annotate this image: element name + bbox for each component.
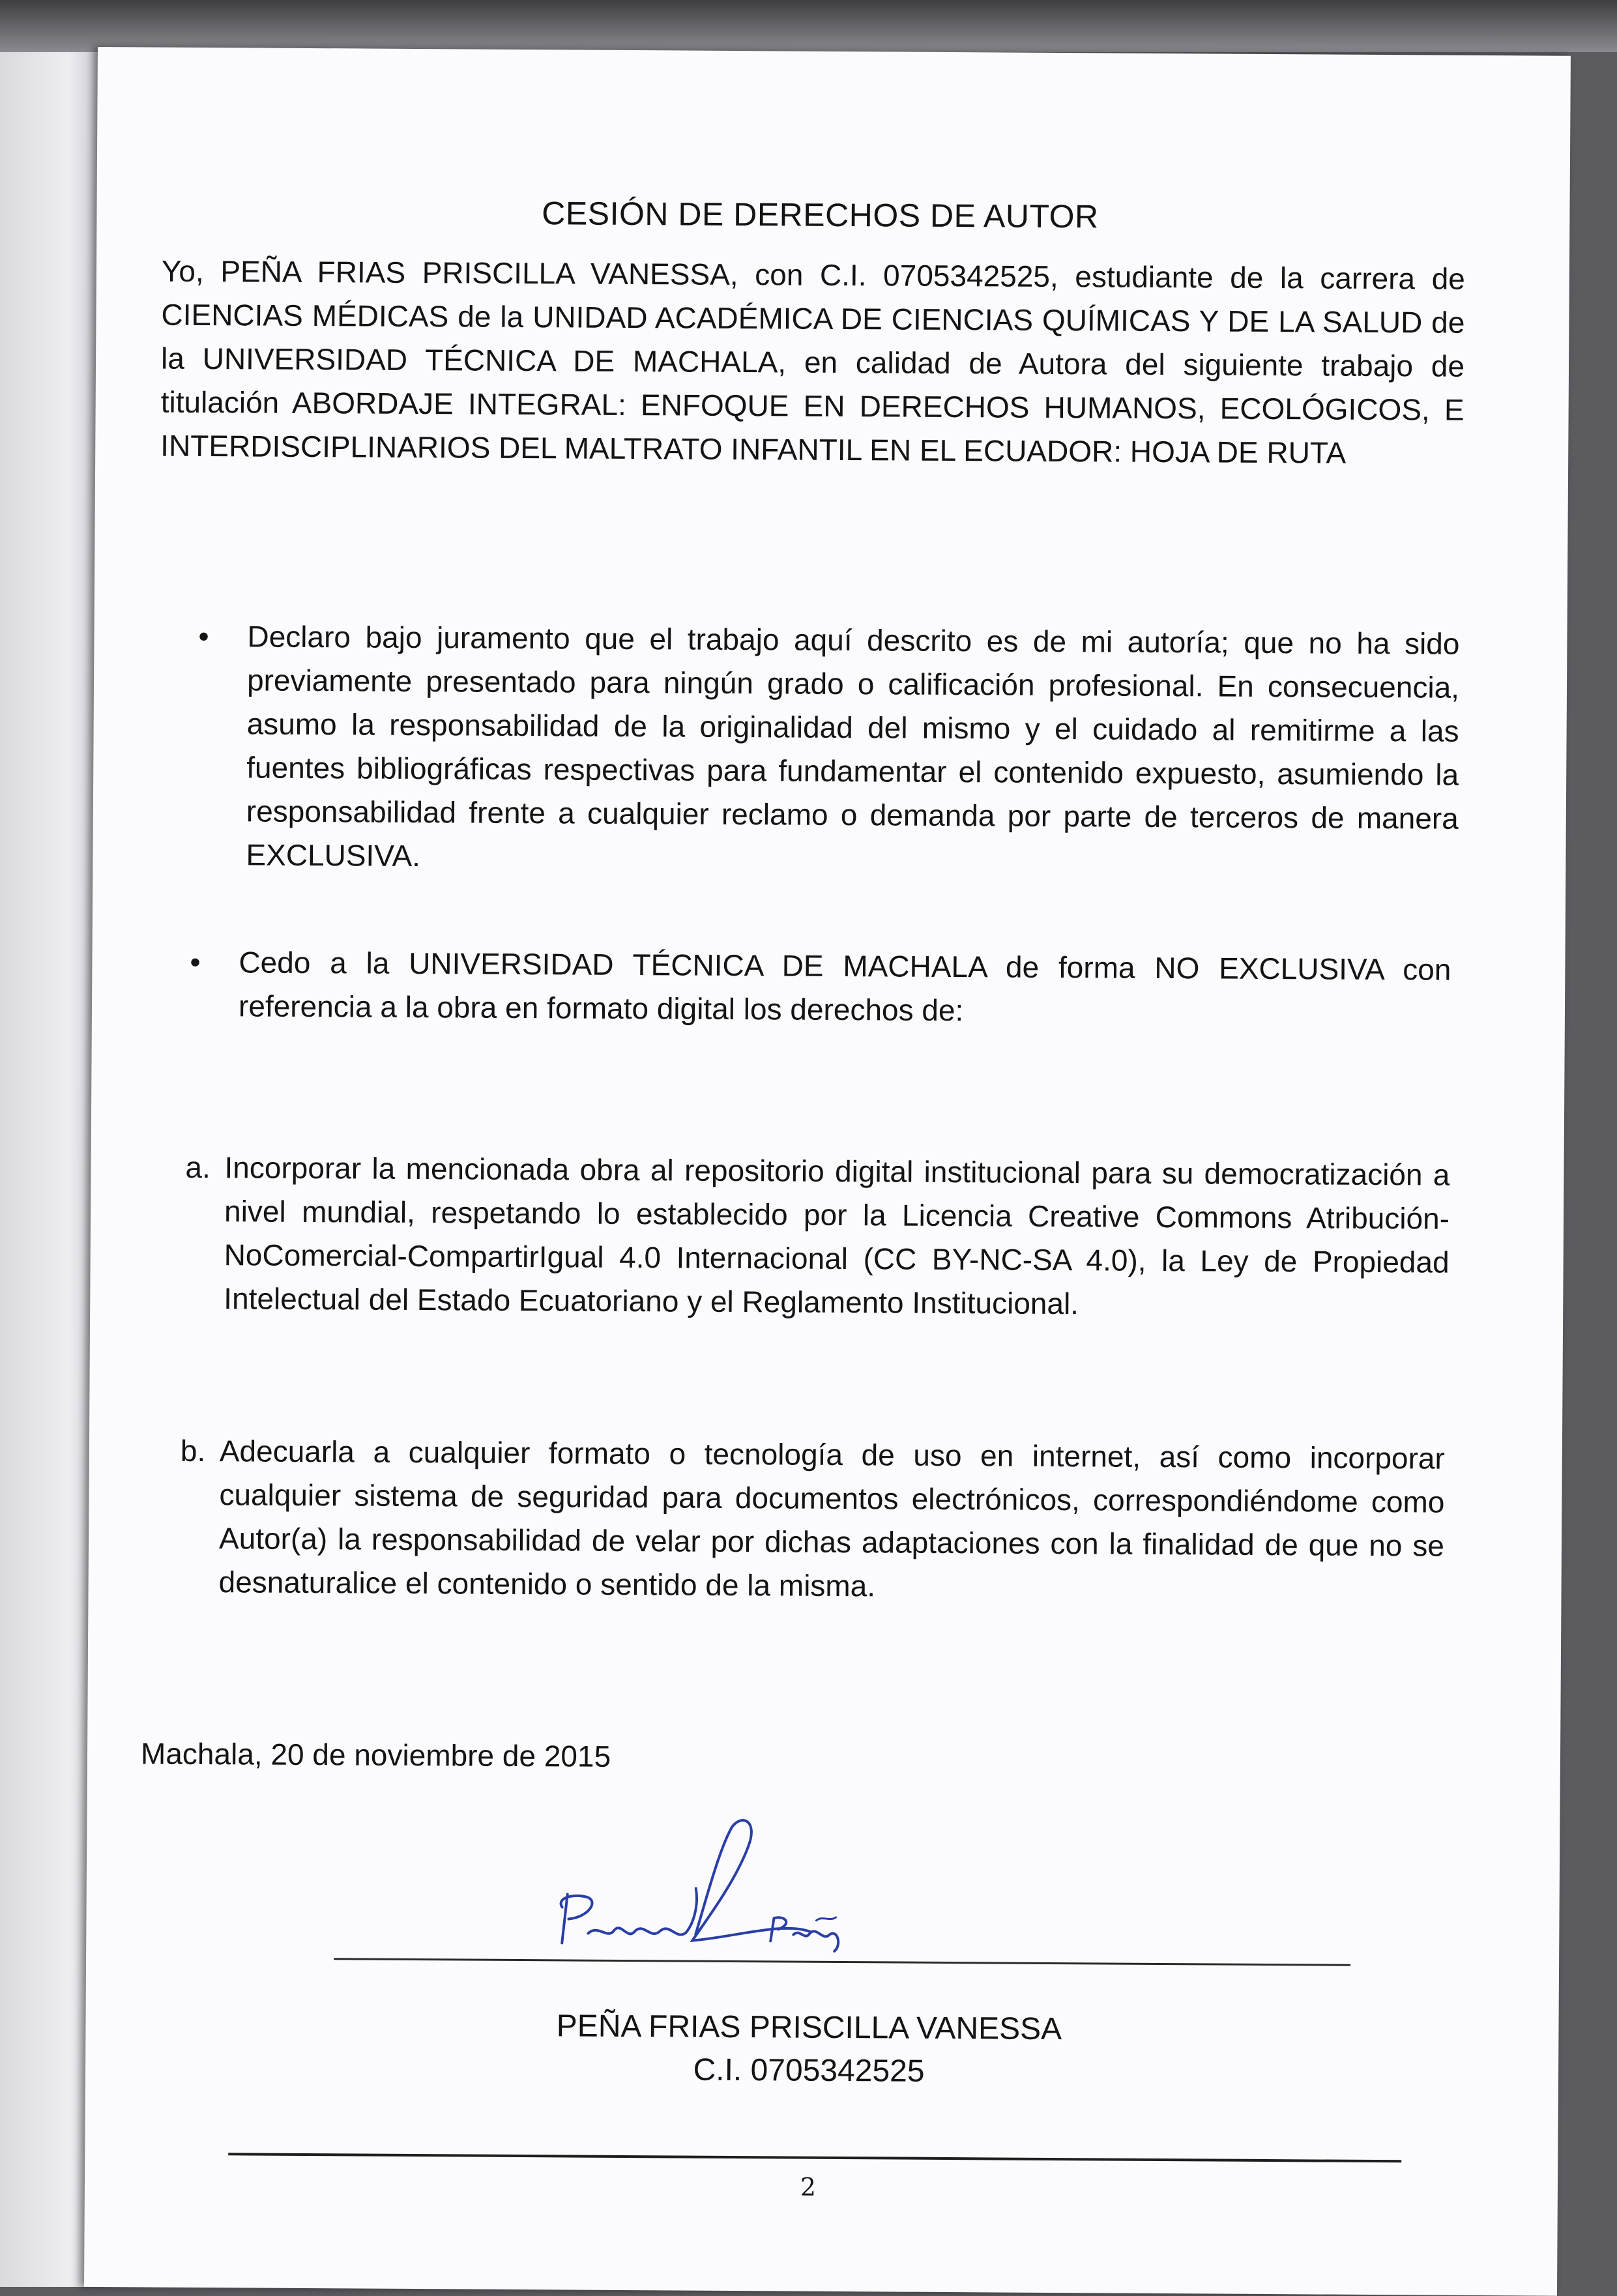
bullet-text: Declaro bajo juramento que el trabajo aquí descrito es de mi autoría; que no ha sido previamente presentado para ningún grado o calificación profesional. En consecuencia, asumo la responsabilidad de la originalidad del mismo y el cuidado al remitirme a las fuentes bibliográficas respectivas para fundamentar el contenido expuesto, asumiendo la responsabilidad frente a cualquier reclamo o demanda por parte de terceros de manera EXCLUSIVA. [246, 619, 1460, 873]
document-title: CESIÓN DE DERECHOS DE AUTOR [542, 195, 1099, 235]
previous-page-edge [0, 52, 98, 2287]
list-item-text: Incorporar la mencionada obra al repositorio digital institucional para su democratización a nivel mundial, respetando lo establecido por la Licencia Creative Commons Atribución-NoComercial-CompartirIgual 4.0 Internacional (CC BY-NC-SA 4.0), la Ley de Propiedad Intelectual del Estado Ecuatoriano y el Reglamento Institucional. [224, 1150, 1450, 1321]
bullet-marker: • [190, 944, 201, 979]
document-page [84, 47, 1571, 2296]
signer-name: PEÑA FRIAS PRISCILLA VANESSA [556, 2009, 1062, 2047]
bullet-item [190, 940, 1461, 1028]
handwritten-signature [536, 1809, 875, 1961]
page-number: 2 [800, 2172, 817, 2202]
list-item-letter: b. [180, 1433, 206, 1468]
list-item-a [185, 1146, 1463, 1321]
list-item-letter: a. [185, 1150, 211, 1185]
place-date: Machala, 20 de noviembre de 2015 [140, 1736, 611, 1773]
footer-rule [228, 2153, 1401, 2162]
list-item-b [180, 1429, 1458, 1603]
bullet-text: Cedo a la UNIVERSIDAD TÉCNICA DE MACHALA de forma NO EXCLUSIVA con referencia a la obra en formato digital los derechos de: [238, 945, 1451, 1028]
scan-top-shadow [0, 0, 1617, 52]
bullet-item [198, 615, 1463, 873]
intro-paragraph: Yo, PEÑA FRIAS PRISCILLA VANESSA, con C.I. 0705342525, estudiante de la carrera de CIENCIAS MÉDICAS de la UNIDAD ACADÉMICA DE CIENCIAS QUÍMICAS Y DE LA SALUD de la UNIVERSIDAD TÉCNICA DE MACHALA, en calidad de Autora del siguiente trabajo de titulación ABORDAJE INTEGRAL: ENFOQUE EN DERECHOS HUMANOS, ECOLÓGICOS, E INTERDISCIPLINARIOS DEL MALTRATO INFANTIL EN EL ECUADOR: HOJA DE RUTA [160, 254, 1466, 470]
signer-id: C.I. 0705342525 [693, 2052, 925, 2089]
list-item-text: Adecuarla a cualquier formato o tecnología de uso en internet, así como incorporar cualquier sistema de seguridad para documentos electrónicos, correspondiéndome como Autor(a) la responsabilidad de velar por dichas adaptaciones con la finalidad de que no se desnaturalice el contenido o sentido de la misma. [218, 1434, 1445, 1603]
bullet-marker: • [198, 618, 209, 654]
